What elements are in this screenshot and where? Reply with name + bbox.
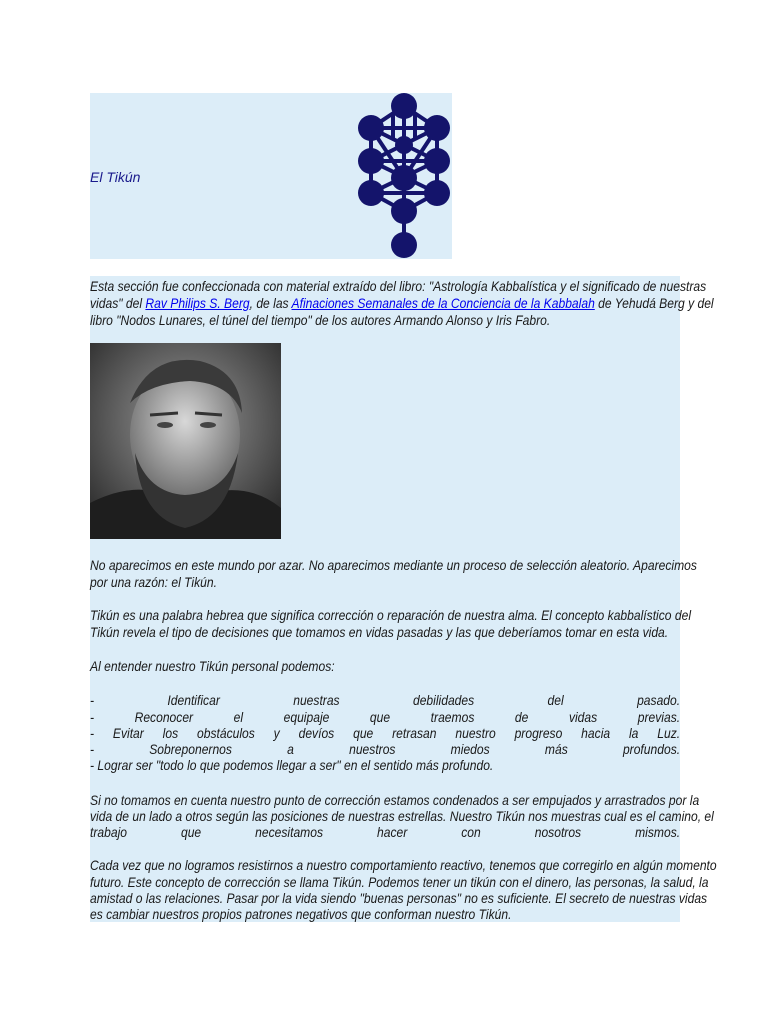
p5-line-1: Cada vez que no logramos resistirnos a nuestro comportamiento reactivo, tenemos que corregirlo en algún momento (90, 857, 717, 873)
p2-line-2: Tikún revela el tipo de decisiones que tomamos en vidas pasadas y las que deberíamos tomar en esta vida. (90, 624, 669, 640)
intro-line-2: vidas" del Rav Philips S. Berg, de las Afinaciones Semanales de la Conciencia de la Kabbalah de Yehudá Berg y del (90, 295, 714, 311)
p2-line-1: Tikún es una palabra hebrea que significa corrección o reparación de nuestra alma. El concepto kabbalístico del (90, 607, 692, 623)
list-item: - Sobreponernos a nuestros miedos más profundos. (90, 741, 681, 757)
p5-line-4: es cambiar nuestros propios patrones negativos que conforman nuestro Tikún. (90, 906, 512, 922)
list-item: - Lograr ser "todo lo que podemos llegar a ser" en el sentido más profundo. (90, 757, 494, 773)
portrait-photo (90, 343, 281, 539)
rav-berg-link[interactable]: Rav Philips S. Berg (145, 295, 250, 311)
header-box (90, 93, 452, 259)
page-title: El Tikún (90, 169, 141, 185)
p4-line-3: trabajo que necesitamos hacer con nosotros mismos. (90, 824, 681, 840)
list-item: - Evitar los obstáculos y devíos que retrasan nuestro progreso hacia la Luz. (90, 725, 681, 741)
p5-line-3: amistad o las relaciones. Pasar por la vida siendo "buenas personas" no es suficiente. El secreto de nuestras vidas (90, 890, 708, 906)
tree-of-life-icon (355, 93, 452, 259)
afinaciones-link[interactable]: Afinaciones Semanales de la Conciencia de la Kabbalah (291, 295, 595, 311)
p4-line-1: Si no tomamos en cuenta nuestro punto de corrección estamos condenados a ser empujados y arrastrados por la (90, 792, 700, 808)
list-item: - Reconocer el equipaje que traemos de vidas previas. (90, 709, 681, 725)
intro-line-1: Esta sección fue confeccionada con material extraído del libro: "Astrología Kabbalística y el significado de nuestras (90, 278, 707, 294)
p1-line-1: No aparecimos en este mundo por azar. No aparecimos mediante un proceso de selección aleatorio. Aparecimos (90, 557, 697, 573)
p3-line-1: Al entender nuestro Tikún personal podemos: (90, 658, 335, 674)
list-item: - Identificar nuestras debilidades del pasado. (90, 692, 681, 708)
p1-line-2: por una razón: el Tikún. (90, 574, 217, 590)
p4-line-2: vida de un lado a otros según las posiciones de nuestras estrellas. Nuestro Tikún nos muestras cual es el camino, el (90, 808, 714, 824)
p5-line-2: futuro. Este concepto de corrección se llama Tikún. Podemos tener un tikún con el dinero, las personas, la salud, la (90, 874, 709, 890)
intro-line-3: libro "Nodos Lunares, el túnel del tiempo" de los autores Armando Alonso y Iris Fabro. (90, 312, 551, 328)
